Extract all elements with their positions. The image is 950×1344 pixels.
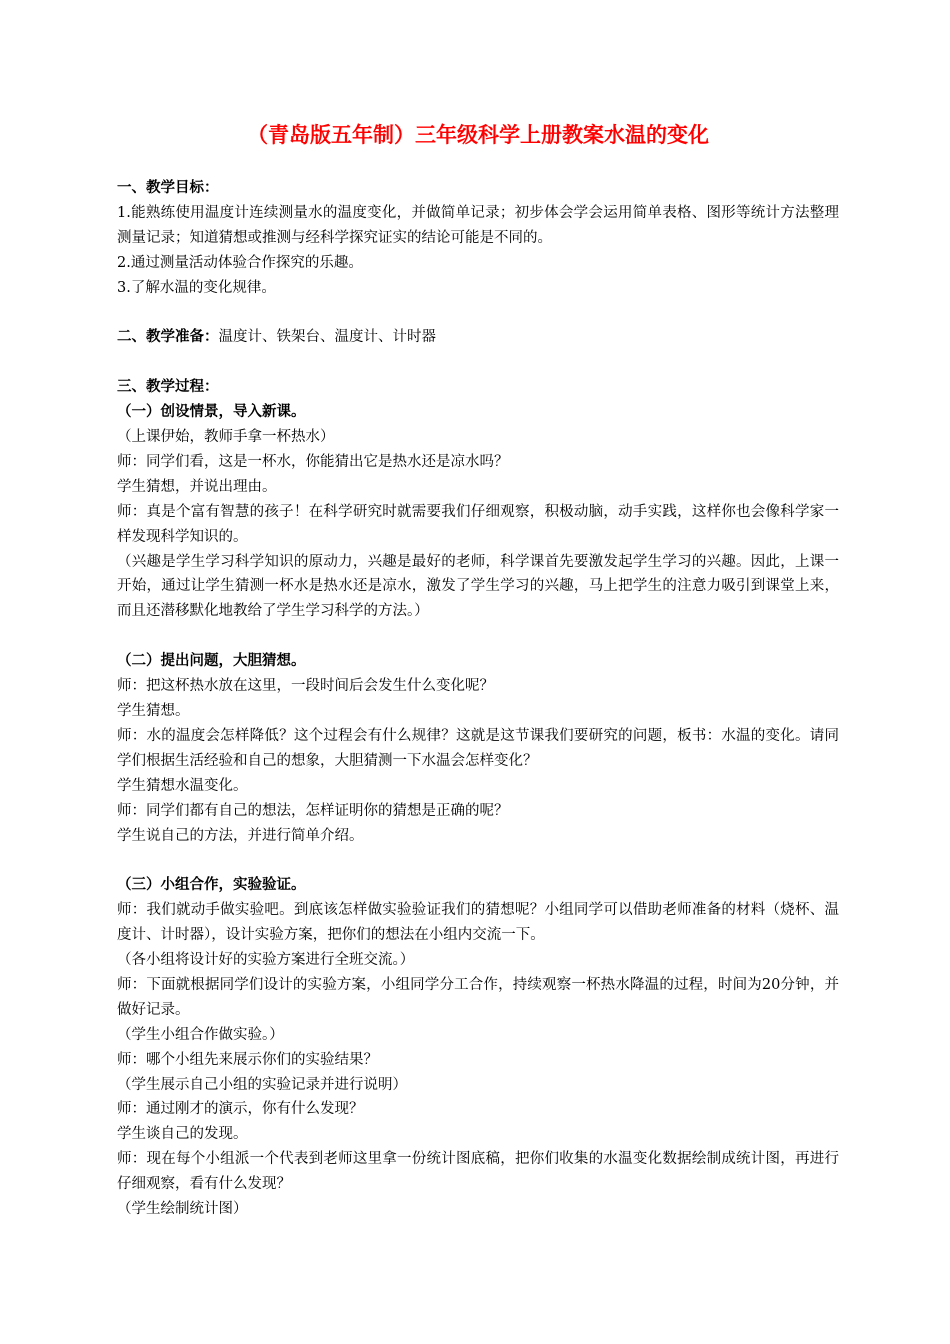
preparation-text: 温度计、铁架台、温度计、计时器 <box>218 329 436 346</box>
paragraph: 1.能熟练使用温度计连续测量水的温度变化，并做简单记录；初步体会学会运用简单表格、图形等统计方法整理测量记录；知道猜想或推测与经科学探究证实的结论可能是不同的。 <box>117 204 839 246</box>
subsection-heading-3: （三）小组合作，实验验证。 <box>117 876 306 894</box>
paragraph: （兴趣是学生学习科学知识的原动力，兴趣是最好的老师，科学课首先要激发起学生学习的兴趣。因此，上课一开始，通过让学生猜测一杯水是热水还是凉水，激发了学生学习的兴趣，马上把学生的注意力吸引到课堂上来，而且还潜移默化地教给了学生学习科学的方法。） <box>117 553 839 620</box>
subsection-heading-2: （二）提出问题，大胆猜想。 <box>117 652 306 670</box>
paragraph: 师：真是个富有智慧的孩子！在科学研究时就需要我们仔细观察，积极动脑，动手实践，这样你也会像科学家一样发现科学知识的。 <box>117 503 839 545</box>
paragraph: 2.通过测量活动体验合作探究的乐趣。 <box>117 254 363 271</box>
paragraph: （上课伊始，教师手拿一杯热水） <box>117 429 335 446</box>
paragraph: 师：我们就动手做实验吧。到底该怎样做实验验证我们的猜想呢？小组同学可以借助老师准备的材料（烧杯、温度计、计时器），设计实验方案，把你们的想法在小组内交流一下。 <box>117 902 839 944</box>
spacer <box>117 624 839 649</box>
paragraph: 师：现在每个小组派一个代表到老师这里拿一份统计图底稿，把你们收集的水温变化数据绘制成统计图，再进行仔细观察，看有什么发现？ <box>117 1151 839 1193</box>
paragraph: 学生猜想。 <box>117 702 190 719</box>
spacer <box>117 301 839 326</box>
spacer <box>117 350 839 375</box>
paragraph: 师：通过刚才的演示，你有什么发现？ <box>117 1101 364 1118</box>
section-preparation <box>117 325 839 350</box>
paragraph: （学生小组合作做实验。） <box>117 1026 284 1043</box>
paragraph: （学生绘制统计图） <box>117 1201 248 1218</box>
document-body <box>117 176 839 1222</box>
paragraph: 师：下面就根据同学们设计的实验方案，小组同学分工合作，持续观察一杯热水降温的过程，时间为20分钟，并做好记录。 <box>117 976 839 1018</box>
paragraph: 学生谈自己的发现。 <box>117 1126 248 1143</box>
paragraph: 学生猜想水温变化。 <box>117 777 248 794</box>
section-heading-objectives: 一、教学目标： <box>117 179 219 196</box>
section-heading-process: 三、教学过程： <box>117 378 219 396</box>
spacer <box>117 848 839 873</box>
paragraph: 学生说自己的方法，并进行简单介绍。 <box>117 827 364 844</box>
paragraph: 3.了解水温的变化规律。 <box>117 279 276 296</box>
paragraph: （各小组将设计好的实验方案进行全班交流。） <box>117 952 415 969</box>
paragraph: 师：同学们都有自己的想法，怎样证明你的猜想是正确的呢？ <box>117 802 509 819</box>
subsection-heading-1: （一）创设情景，导入新课。 <box>117 403 306 421</box>
paragraph: （学生展示自己小组的实验记录并进行说明） <box>117 1076 407 1093</box>
paragraph: 师：同学们看，这是一杯水，你能猜出它是热水还是凉水吗？ <box>117 453 509 470</box>
section-heading-preparation: 二、教学准备： <box>117 328 219 346</box>
paragraph: 师：哪个小组先来展示你们的实验结果？ <box>117 1051 378 1068</box>
paragraph: 师：水的温度会怎样降低？这个过程会有什么规律？这就是这节课我们要研究的问题，板书：水温的变化。请同学们根据生活经验和自己的想象，大胆猜测一下水温会怎样变化？ <box>117 727 839 769</box>
paragraph: 师：把这杯热水放在这里，一段时间后会发生什么变化呢？ <box>117 678 494 695</box>
paragraph: 学生猜想，并说出理由。 <box>117 478 277 495</box>
document-title: （青岛版五年制）三年级科学上册教案水温的变化 <box>247 122 709 147</box>
